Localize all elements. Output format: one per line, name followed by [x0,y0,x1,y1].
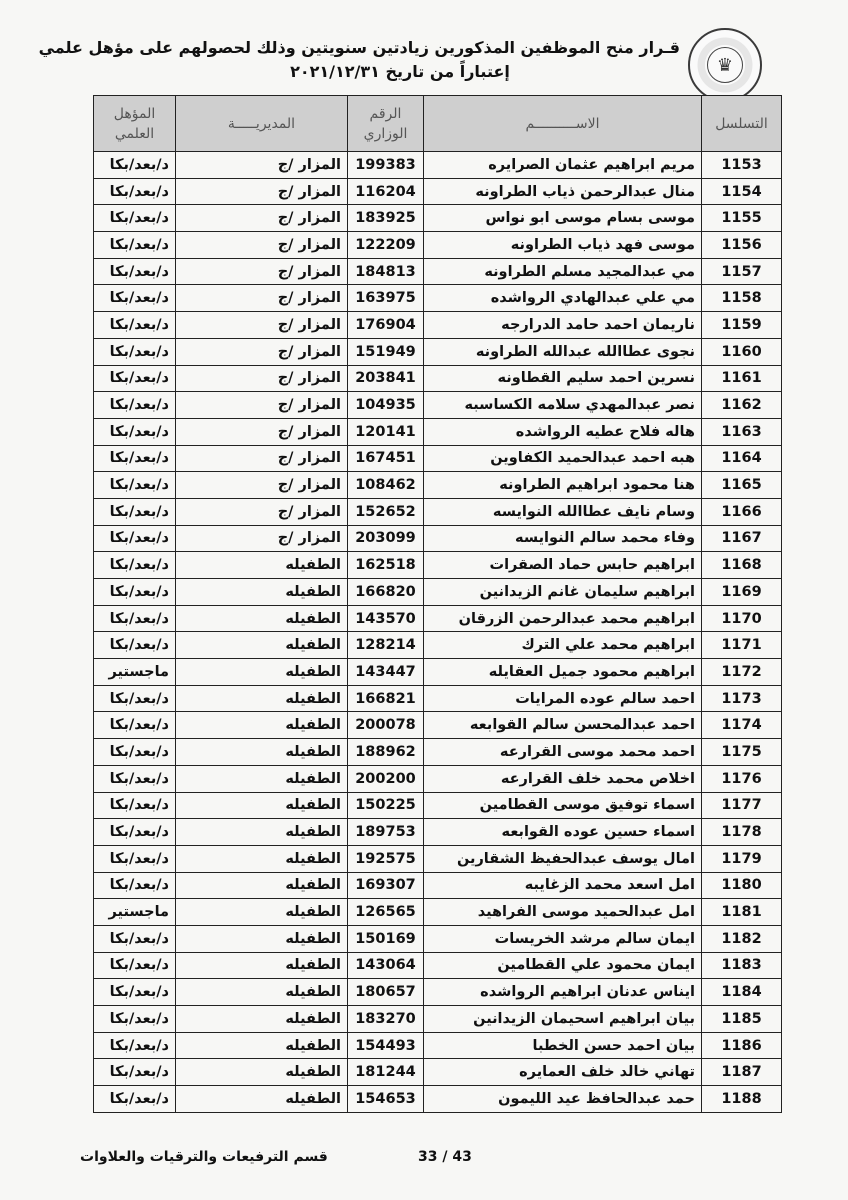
header-seq: التسلسل [702,96,782,152]
table-row [94,418,782,445]
table-row [94,498,782,525]
cell-number: 183270 [348,1006,424,1033]
cell-qualification: د/بعد/بكا [94,819,176,846]
page-number: 33 / 43 [418,1149,472,1165]
cell-name: ايمان سالم مرشد الخريسات [424,925,702,952]
cell-qualification: د/بعد/بكا [94,1006,176,1033]
document-subtitle-date: إعتباراً من تاريخ ٢٠٢١/١٢/٣١ [290,62,510,81]
cell-directorate: الطفيله [176,845,348,872]
header-directorate: المديريـــــة [176,96,348,152]
cell-name: نصر عبدالمهدي سلامه الكساسبه [424,392,702,419]
cell-name: اسماء حسين عوده القوابعه [424,819,702,846]
cell-directorate: الطفيله [176,952,348,979]
cell-name: اسماء توفيق موسى القطامين [424,792,702,819]
cell-directorate: المزار /ج [176,472,348,499]
cell-name: هبه احمد عبدالحميد الكفاوين [424,445,702,472]
cell-number: 189753 [348,819,424,846]
cell-directorate: المزار /ج [176,498,348,525]
cell-number: 104935 [348,392,424,419]
cell-name: بيان احمد حسن الخطبا [424,1032,702,1059]
cell-seq: 1166 [702,498,782,525]
table-row [94,765,782,792]
cell-qualification: د/بعد/بكا [94,872,176,899]
cell-number: 192575 [348,845,424,872]
cell-directorate: الطفيله [176,1006,348,1033]
cell-directorate: المزار /ج [176,418,348,445]
cell-seq: 1179 [702,845,782,872]
cell-directorate: الطفيله [176,899,348,926]
document-title: قـرار منح الموظفين المذكورين زيادتين سنويتين وذلك لحصولهم على مؤهل علمي [38,38,680,57]
cell-qualification: د/بعد/بكا [94,152,176,179]
cell-name: اخلاص محمد خلف القرارعه [424,765,702,792]
cell-seq: 1184 [702,979,782,1006]
cell-qualification: د/بعد/بكا [94,472,176,499]
cell-qualification: د/بعد/بكا [94,498,176,525]
cell-seq: 1183 [702,952,782,979]
table-row [94,472,782,499]
cell-name: بيان ابراهيم اسحيمان الزيدانين [424,1006,702,1033]
cell-qualification: د/بعد/بكا [94,552,176,579]
cell-qualification: د/بعد/بكا [94,792,176,819]
cell-directorate: الطفيله [176,685,348,712]
cell-qualification: ماجستير [94,899,176,926]
cell-name: هنا محمود ابراهيم الطراونه [424,472,702,499]
cell-number: 176904 [348,312,424,339]
cell-directorate: الطفيله [176,1086,348,1113]
table-header-row [94,96,782,152]
cell-seq: 1175 [702,739,782,766]
cell-seq: 1160 [702,338,782,365]
cell-seq: 1172 [702,659,782,686]
cell-seq: 1187 [702,1059,782,1086]
cell-seq: 1174 [702,712,782,739]
cell-name: ابراهيم محمود جميل العقايله [424,659,702,686]
cell-name: وفاء محمد سالم النوايسه [424,525,702,552]
cell-qualification: د/بعد/بكا [94,952,176,979]
cell-number: 150225 [348,792,424,819]
cell-directorate: الطفيله [176,659,348,686]
cell-directorate: الطفيله [176,1032,348,1059]
cell-seq: 1167 [702,525,782,552]
cell-number: 120141 [348,418,424,445]
cell-directorate: المزار /ج [176,258,348,285]
cell-qualification: د/بعد/بكا [94,178,176,205]
cell-number: 143064 [348,952,424,979]
header-qual-line2: العلمي [114,125,155,142]
cell-qualification: د/بعد/بكا [94,712,176,739]
table-row [94,712,782,739]
cell-qualification: د/بعد/بكا [94,605,176,632]
cell-qualification: د/بعد/بكا [94,1059,176,1086]
table-row [94,312,782,339]
cell-number: 199383 [348,152,424,179]
table-row [94,392,782,419]
cell-directorate: المزار /ج [176,232,348,259]
table-row [94,178,782,205]
cell-directorate: الطفيله [176,819,348,846]
cell-seq: 1162 [702,392,782,419]
cell-directorate: المزار /ج [176,285,348,312]
cell-directorate: الطفيله [176,605,348,632]
cell-qualification: د/بعد/بكا [94,632,176,659]
cell-name: مريم ابراهيم عثمان الصرايره [424,152,702,179]
cell-qualification: د/بعد/بكا [94,925,176,952]
cell-number: 200200 [348,765,424,792]
cell-seq: 1161 [702,365,782,392]
cell-number: 188962 [348,739,424,766]
cell-seq: 1153 [702,152,782,179]
cell-qualification: د/بعد/بكا [94,1086,176,1113]
table-row [94,232,782,259]
table-row [94,899,782,926]
employees-table [93,95,782,1113]
table-row [94,605,782,632]
cell-directorate: المزار /ج [176,312,348,339]
table-row [94,338,782,365]
cell-name: ايمان محمود علي القطامين [424,952,702,979]
cell-name: امال يوسف عبدالحفيظ الشقارين [424,845,702,872]
cell-seq: 1165 [702,472,782,499]
cell-name: تهاني خالد خلف العمايره [424,1059,702,1086]
cell-directorate: الطفيله [176,712,348,739]
cell-name: هاله فلاح عطيه الرواشده [424,418,702,445]
cell-number: 183925 [348,205,424,232]
cell-number: 167451 [348,445,424,472]
cell-number: 169307 [348,872,424,899]
cell-directorate: الطفيله [176,792,348,819]
cell-seq: 1168 [702,552,782,579]
cell-seq: 1154 [702,178,782,205]
table-row [94,739,782,766]
cell-directorate: المزار /ج [176,338,348,365]
cell-seq: 1159 [702,312,782,339]
cell-qualification: د/بعد/بكا [94,232,176,259]
table-row [94,1059,782,1086]
table-row [94,979,782,1006]
table-row [94,819,782,846]
table-row [94,872,782,899]
cell-seq: 1181 [702,899,782,926]
cell-name: منال عبدالرحمن ذياب الطراونه [424,178,702,205]
cell-directorate: الطفيله [176,632,348,659]
header-qual-line1: المؤهل [113,105,156,122]
cell-qualification: د/بعد/بكا [94,739,176,766]
cell-qualification: د/بعد/بكا [94,418,176,445]
cell-qualification: د/بعد/بكا [94,312,176,339]
cell-directorate: الطفيله [176,765,348,792]
table-row [94,579,782,606]
cell-seq: 1177 [702,792,782,819]
cell-number: 150169 [348,925,424,952]
cell-seq: 1178 [702,819,782,846]
cell-number: 143447 [348,659,424,686]
cell-directorate: المزار /ج [176,205,348,232]
table-row [94,1032,782,1059]
cell-name: ناريمان احمد حامد الدرارجه [424,312,702,339]
table-row [94,258,782,285]
cell-name: ايناس عدنان ابراهيم الرواشده [424,979,702,1006]
cell-qualification: د/بعد/بكا [94,205,176,232]
cell-name: احمد سالم عوده المرايات [424,685,702,712]
table-row [94,205,782,232]
department-footer: قسم الترفيعات والترقيات والعلاوات [80,1149,328,1165]
cell-qualification: د/بعد/بكا [94,525,176,552]
cell-directorate: المزار /ج [176,525,348,552]
cell-directorate: المزار /ج [176,392,348,419]
cell-qualification: د/بعد/بكا [94,979,176,1006]
cell-qualification: د/بعد/بكا [94,685,176,712]
cell-number: 126565 [348,899,424,926]
cell-directorate: الطفيله [176,872,348,899]
cell-name: احمد عبدالمحسن سالم القوابعه [424,712,702,739]
cell-name: نسرين احمد سليم القطاونه [424,365,702,392]
cell-number: 122209 [348,232,424,259]
cell-seq: 1169 [702,579,782,606]
cell-directorate: الطفيله [176,579,348,606]
table-row [94,952,782,979]
cell-seq: 1185 [702,1006,782,1033]
cell-number: 181244 [348,1059,424,1086]
crown-emblem-icon: ♛ [707,47,743,83]
cell-name: حمد عبدالحافظ عيد الليمون [424,1086,702,1113]
ministry-seal-logo [688,28,762,102]
table-row [94,925,782,952]
table-row [94,632,782,659]
table-row [94,445,782,472]
cell-directorate: الطفيله [176,552,348,579]
cell-number: 151949 [348,338,424,365]
cell-seq: 1170 [702,605,782,632]
cell-directorate: الطفيله [176,739,348,766]
cell-number: 152652 [348,498,424,525]
cell-number: 203099 [348,525,424,552]
cell-number: 128214 [348,632,424,659]
cell-seq: 1155 [702,205,782,232]
cell-directorate: الطفيله [176,1059,348,1086]
cell-seq: 1171 [702,632,782,659]
cell-number: 154493 [348,1032,424,1059]
cell-seq: 1182 [702,925,782,952]
table-row [94,659,782,686]
table-row [94,792,782,819]
cell-name: امل اسعد محمد الزغايبه [424,872,702,899]
cell-name: موسى بسام موسى ابو نواس [424,205,702,232]
cell-number: 166821 [348,685,424,712]
table-row [94,552,782,579]
header-name: الاســــــــــم [424,96,702,152]
cell-number: 180657 [348,979,424,1006]
table-row [94,1006,782,1033]
table-row [94,525,782,552]
cell-number: 154653 [348,1086,424,1113]
cell-seq: 1186 [702,1032,782,1059]
cell-directorate: المزار /ج [176,365,348,392]
cell-qualification: د/بعد/بكا [94,765,176,792]
cell-directorate: المزار /ج [176,152,348,179]
cell-qualification: د/بعد/بكا [94,845,176,872]
cell-qualification: د/بعد/بكا [94,258,176,285]
table-body [94,152,782,1113]
cell-number: 166820 [348,579,424,606]
table-row [94,1086,782,1113]
cell-number: 143570 [348,605,424,632]
cell-qualification: د/بعد/بكا [94,1032,176,1059]
cell-name: ابراهيم محمد علي الترك [424,632,702,659]
cell-number: 116204 [348,178,424,205]
cell-seq: 1164 [702,445,782,472]
cell-name: نجوى عطاالله عبدالله الطراونه [424,338,702,365]
cell-qualification: د/بعد/بكا [94,365,176,392]
cell-directorate: الطفيله [176,925,348,952]
table-row [94,685,782,712]
cell-number: 184813 [348,258,424,285]
cell-number: 203841 [348,365,424,392]
cell-seq: 1188 [702,1086,782,1113]
table-row [94,365,782,392]
table-row [94,845,782,872]
cell-number: 108462 [348,472,424,499]
cell-qualification: د/بعد/بكا [94,338,176,365]
cell-name: مي عبدالمجيد مسلم الطراونه [424,258,702,285]
header-number [348,96,424,152]
cell-qualification: د/بعد/بكا [94,392,176,419]
cell-name: ابراهيم سليمان غانم الزيدانين [424,579,702,606]
cell-name: امل عبدالحميد موسى الفراهيد [424,899,702,926]
cell-seq: 1158 [702,285,782,312]
cell-name: احمد محمد موسى القرارعه [424,739,702,766]
header-qualification [94,96,176,152]
cell-seq: 1156 [702,232,782,259]
cell-number: 200078 [348,712,424,739]
table-row [94,285,782,312]
cell-name: ابراهيم محمد عبدالرحمن الزرقان [424,605,702,632]
cell-directorate: المزار /ج [176,445,348,472]
header-number-line1: الرقم [369,105,402,122]
cell-name: موسى فهد ذياب الطراونه [424,232,702,259]
cell-directorate: الطفيله [176,979,348,1006]
cell-seq: 1163 [702,418,782,445]
cell-seq: 1157 [702,258,782,285]
cell-number: 162518 [348,552,424,579]
table-row [94,152,782,179]
cell-directorate: المزار /ج [176,178,348,205]
cell-name: وسام نايف عطاالله النوايسه [424,498,702,525]
cell-seq: 1176 [702,765,782,792]
cell-seq: 1173 [702,685,782,712]
cell-qualification: ماجستير [94,659,176,686]
cell-number: 163975 [348,285,424,312]
cell-qualification: د/بعد/بكا [94,579,176,606]
cell-name: ابراهيم حابس حماد الصقرات [424,552,702,579]
cell-name: مي علي عبدالهادي الرواشده [424,285,702,312]
header-number-line2: الوزاري [363,125,408,142]
cell-seq: 1180 [702,872,782,899]
cell-qualification: د/بعد/بكا [94,285,176,312]
cell-qualification: د/بعد/بكا [94,445,176,472]
